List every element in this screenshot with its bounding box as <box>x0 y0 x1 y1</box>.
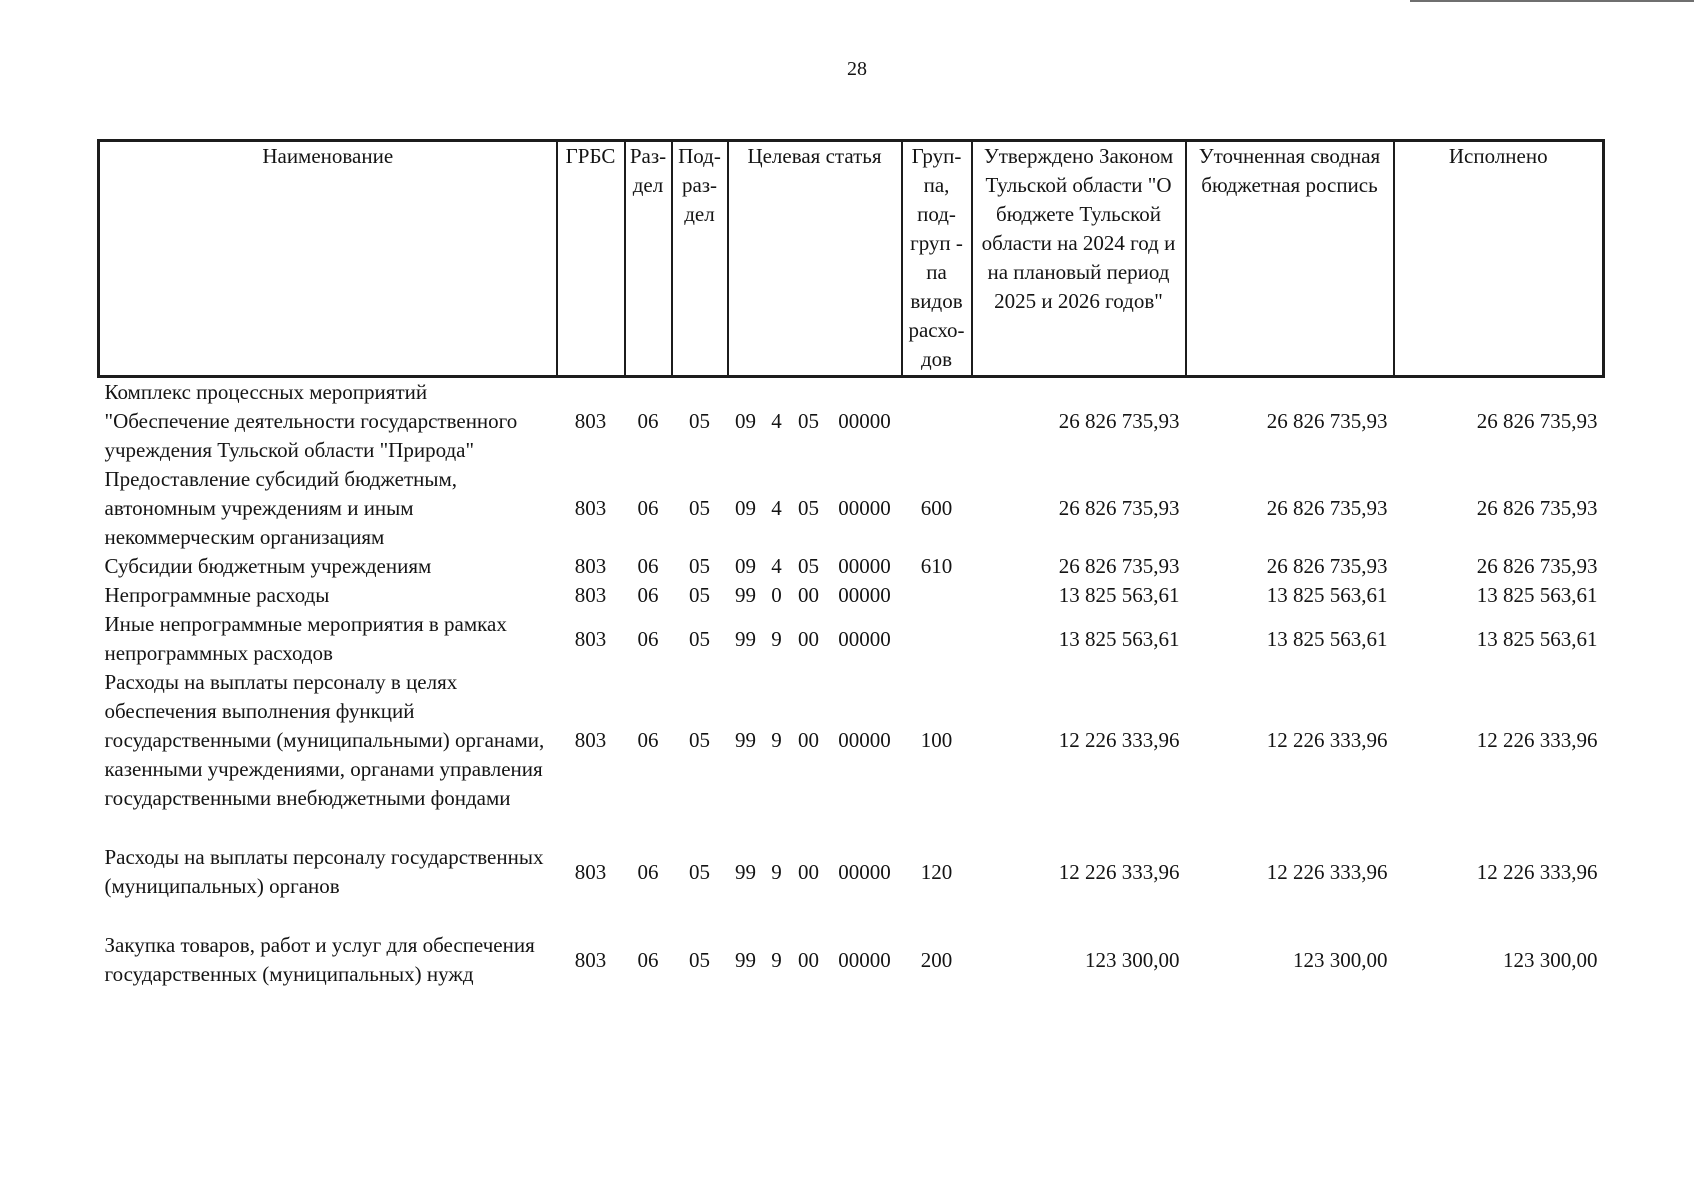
cell-target-program: 99 <box>735 859 756 884</box>
cell-podrazdel: 05 <box>689 583 710 607</box>
cell-revised: 12 226 333,96 <box>1266 728 1388 752</box>
cell-approved: 13 825 563,61 <box>1058 583 1180 607</box>
cell-approved: 26 826 735,93 <box>1058 554 1180 578</box>
cell-target-direction: 00000 <box>838 947 891 972</box>
cell-target-program: 09 <box>735 554 756 578</box>
cell-name: Комплекс процессных мероприятий "Обеспечение деятельности государственного учреждения Тульской области "Природа" <box>104 380 518 462</box>
cell-target-program: 99 <box>735 947 756 972</box>
table-row <box>99 610 1604 668</box>
table-row <box>99 581 1604 610</box>
cell-target-type: 4 <box>771 409 782 433</box>
cell-executed: 12 226 333,96 <box>1476 859 1598 884</box>
cell-expense-group: 610 <box>920 554 953 578</box>
table-row <box>99 465 1604 552</box>
cell-executed: 12 226 333,96 <box>1476 728 1598 752</box>
cell-grbs: 803 <box>574 859 607 884</box>
spacer-cell <box>99 901 1604 931</box>
table-row <box>99 843 1604 901</box>
cell-target-direction: 00000 <box>838 626 891 651</box>
cell-approved: 12 226 333,96 <box>1058 859 1180 884</box>
cell-target-type: 9 <box>771 626 782 651</box>
cell-podrazdel: 05 <box>689 626 710 651</box>
cell-name: Иные непрограммные мероприятия в рамках непрограммных расходов <box>104 612 507 665</box>
table-header-row <box>99 141 1604 377</box>
cell-name: Непрограммные расходы <box>104 583 330 607</box>
cell-target-subprogram: 00 <box>798 859 819 884</box>
cell-podrazdel: 05 <box>689 728 710 752</box>
cell-grbs: 803 <box>574 947 607 972</box>
budget-table-container <box>97 139 1605 989</box>
cell-target-program: 09 <box>735 409 756 433</box>
cell-revised: 26 826 735,93 <box>1266 554 1388 578</box>
cell-expense-group <box>902 377 972 466</box>
cell-grbs: 803 <box>574 583 607 607</box>
cell-grbs: 803 <box>574 496 607 520</box>
cell-expense-group <box>902 581 972 610</box>
header-name: Наименование <box>99 141 557 377</box>
cell-target-direction: 00000 <box>838 409 891 433</box>
cell-target-direction: 00000 <box>838 554 891 578</box>
table-body <box>99 377 1604 990</box>
cell-name: Субсидии бюджетным учреждениям <box>104 554 432 578</box>
cell-grbs: 803 <box>574 728 607 752</box>
cell-grbs: 803 <box>574 409 607 433</box>
cell-revised: 123 300,00 <box>1293 947 1388 972</box>
cell-target-type: 9 <box>771 947 782 972</box>
cell-expense-group: 120 <box>920 859 953 884</box>
cell-target-type: 4 <box>771 496 782 520</box>
cell-expense-group <box>902 610 972 668</box>
cell-podrazdel: 05 <box>689 859 710 884</box>
cell-target-type: 0 <box>771 583 782 607</box>
header-revised: Уточненная сводная бюджетная роспись <box>1186 141 1394 377</box>
cell-executed: 13 825 563,61 <box>1476 626 1598 651</box>
cell-approved: 123 300,00 <box>1085 947 1180 972</box>
cell-razdel: 06 <box>637 554 659 578</box>
page-number: 28 <box>847 58 867 80</box>
cell-target-direction: 00000 <box>838 583 891 607</box>
header-podrazdel: Под-раз-дел <box>672 141 728 377</box>
cell-target-type: 4 <box>771 554 782 578</box>
cell-target-program: 99 <box>735 583 756 607</box>
cell-podrazdel: 05 <box>689 409 710 433</box>
cell-razdel: 06 <box>637 626 659 651</box>
cell-executed: 123 300,00 <box>1503 947 1598 972</box>
cell-target-direction: 00000 <box>838 859 891 884</box>
cell-expense-group: 100 <box>920 728 953 752</box>
cell-target-subprogram: 00 <box>798 728 819 752</box>
cell-razdel: 06 <box>637 947 659 972</box>
cell-name: Расходы на выплаты персоналу государственных (муниципальных) органов <box>104 845 544 898</box>
header-expense-group: Груп-па, под-груп - па видов расхо-дов <box>902 141 972 377</box>
cell-revised: 12 226 333,96 <box>1266 859 1388 884</box>
cell-name: Закупка товаров, работ и услуг для обеспечения государственных (муниципальных) нужд <box>104 933 535 986</box>
cell-approved: 26 826 735,93 <box>1058 409 1180 433</box>
cell-grbs: 803 <box>574 626 607 651</box>
row-spacer <box>99 901 1604 931</box>
header-razdel: Раз-дел <box>625 141 672 377</box>
header-target-article: Целевая статья <box>728 141 902 377</box>
cell-revised: 26 826 735,93 <box>1266 409 1388 433</box>
cell-target-subprogram: 05 <box>798 409 819 433</box>
cell-target-subprogram: 00 <box>798 947 819 972</box>
cell-target-direction: 00000 <box>838 496 891 520</box>
cell-target-type: 9 <box>771 728 782 752</box>
cell-revised: 13 825 563,61 <box>1266 583 1388 607</box>
header-approved: Утверждено Законом Тульской области "О бюджете Тульской области на 2024 год и на плановый период 2025 и 2026 годов" <box>972 141 1186 377</box>
cell-razdel: 06 <box>637 859 659 884</box>
cell-razdel: 06 <box>637 583 659 607</box>
spacer-cell <box>99 813 1604 843</box>
cell-revised: 13 825 563,61 <box>1266 626 1388 651</box>
cell-expense-group: 200 <box>920 947 953 972</box>
cell-target-subprogram: 00 <box>798 583 819 607</box>
table-row <box>99 931 1604 989</box>
header-executed: Исполнено <box>1394 141 1604 377</box>
cell-revised: 26 826 735,93 <box>1266 496 1388 520</box>
table-row <box>99 552 1604 581</box>
budget-table <box>97 139 1605 989</box>
cell-executed: 13 825 563,61 <box>1476 583 1598 607</box>
header-grbs: ГРБС <box>557 141 625 377</box>
cell-executed: 26 826 735,93 <box>1476 496 1598 520</box>
cell-target-program: 99 <box>735 626 756 651</box>
cell-approved: 13 825 563,61 <box>1058 626 1180 651</box>
cell-target-subprogram: 00 <box>798 626 819 651</box>
cell-target-program: 09 <box>735 496 756 520</box>
cell-target-subprogram: 05 <box>798 554 819 578</box>
cell-executed: 26 826 735,93 <box>1476 554 1598 578</box>
table-row <box>99 377 1604 466</box>
cell-podrazdel: 05 <box>689 554 710 578</box>
cell-name: Предоставление субсидий бюджетным, автономным учреждениям и иным некоммерческим организациям <box>104 467 458 549</box>
cell-razdel: 06 <box>637 496 659 520</box>
cell-podrazdel: 05 <box>689 496 710 520</box>
cell-grbs: 803 <box>574 554 607 578</box>
cell-razdel: 06 <box>637 728 659 752</box>
cell-target-program: 99 <box>735 728 756 752</box>
cell-razdel: 06 <box>637 409 659 433</box>
cell-expense-group: 600 <box>920 496 953 520</box>
cell-executed: 26 826 735,93 <box>1476 409 1598 433</box>
cell-podrazdel: 05 <box>689 947 710 972</box>
cell-approved: 12 226 333,96 <box>1058 728 1180 752</box>
cell-target-type: 9 <box>771 859 782 884</box>
cell-approved: 26 826 735,93 <box>1058 496 1180 520</box>
cell-target-direction: 00000 <box>838 728 891 752</box>
cell-target-subprogram: 05 <box>798 496 819 520</box>
top-edge-line <box>1410 0 1694 2</box>
table-row <box>99 668 1604 813</box>
cell-name: Расходы на выплаты персоналу в целях обеспечения выполнения функций государственными (муниципальными) органами, казенными учреждениями, органами управления государственными внебюджетными фондами <box>104 670 545 810</box>
row-spacer <box>99 813 1604 843</box>
